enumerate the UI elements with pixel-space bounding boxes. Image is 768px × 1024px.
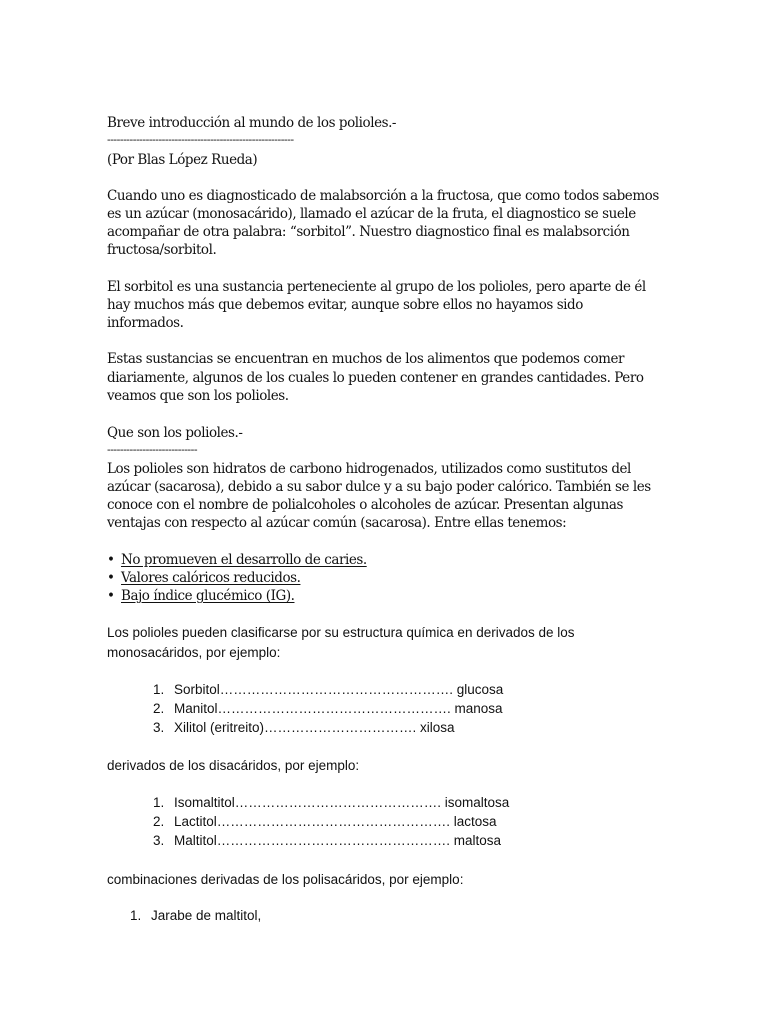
paragraph-line: Estas sustancias se encuentran en muchos de los alimentos que podemos comer <box>107 351 625 367</box>
paragraph-line: acompañar de otra palabra: “sorbitol”. Nuestro diagnostico final es malabsorción <box>107 224 630 240</box>
list-item <box>107 551 367 569</box>
paragraph-line: es un azúcar (monosacárido), llamado el azúcar de la fruta, el diagnostico se suele <box>107 206 636 222</box>
bullet-icon: • <box>107 552 115 568</box>
list-text: Xilitol (eritreito)……………………………. xilosa <box>174 720 455 735</box>
paragraph-line: ventajas con respecto al azúcar común (sacarosa). Entre ellas tenemos: <box>107 515 567 531</box>
paragraph-line: monosacáridos, por ejemplo: <box>107 645 281 660</box>
author-line: (Por Blas López Rueda) <box>107 152 258 168</box>
list-text: Isomaltitol………………………………………. isomaltosa <box>174 795 510 810</box>
paragraph-line: hay muchos más que debemos evitar, aunque sobre ellos no hayamos sido <box>107 297 583 313</box>
list-item <box>107 587 294 605</box>
polysaccharide-intro: combinaciones derivadas de los polisacáridos, por ejemplo: <box>107 872 464 887</box>
list-number: 3. <box>153 833 165 848</box>
title-rule: ---------------------------------------------------------- <box>107 133 294 146</box>
paragraph-line: fructosa/sorbitol. <box>107 242 217 258</box>
list-text: Manitol……………………………………………. manosa <box>174 701 503 716</box>
list-item <box>153 831 501 850</box>
section-rule: ---------------------------- <box>107 443 198 456</box>
list-text: Maltitol……………………………………………. maltosa <box>174 833 502 848</box>
paragraph-line: Los polioles son hidratos de carbono hidrogenados, utilizados como sustitutos del <box>107 461 631 477</box>
bullet-icon: • <box>107 588 115 604</box>
section-heading: Que son los polioles.- <box>107 425 243 441</box>
list-number: 3. <box>153 720 165 735</box>
list-item <box>153 699 503 718</box>
list-item <box>153 812 497 831</box>
paragraph-line: informados. <box>107 315 184 331</box>
list-number: 1. <box>153 795 165 810</box>
document-title: Breve introducción al mundo de los polioles.- <box>107 115 397 131</box>
list-item <box>153 718 455 737</box>
list-number: 2. <box>153 814 165 829</box>
paragraph-line: El sorbitol es una sustancia perteneciente al grupo de los polioles, pero aparte de él <box>107 279 646 295</box>
list-number: 2. <box>153 701 165 716</box>
paragraph-line: diariamente, algunos de los cuales lo pueden contener en grandes cantidades. Pero <box>107 370 644 386</box>
list-number: 1. <box>130 908 142 923</box>
bullet-text: Valores calóricos reducidos. <box>121 570 301 586</box>
list-text: Lactitol……………………………………………. lactosa <box>174 814 497 829</box>
list-item <box>130 906 261 925</box>
list-text: Sorbitol……………………………………………. glucosa <box>174 682 504 697</box>
list-number: 1. <box>153 682 165 697</box>
disaccharide-intro: derivados de los disacáridos, por ejemplo: <box>107 758 360 773</box>
paragraph-line: conoce con el nombre de polialcoholes o alcoholes de azúcar. Presentan algunas <box>107 497 623 513</box>
bullet-text: No promueven el desarrollo de caries. <box>121 552 367 568</box>
list-item <box>153 793 509 812</box>
list-text: Jarabe de maltitol, <box>151 908 262 923</box>
list-item <box>153 680 503 699</box>
paragraph-line: Cuando uno es diagnosticado de malabsorción a la fructosa, que como todos sabemos <box>107 188 659 204</box>
paragraph-line: Los polioles pueden clasificarse por su estructura química en derivados de los <box>107 625 575 640</box>
list-item <box>107 569 300 587</box>
paragraph-line: veamos que son los polioles. <box>107 388 289 404</box>
bullet-icon: • <box>107 570 115 586</box>
paragraph-line: azúcar (sacarosa), debido a su sabor dulce y a su bajo poder calórico. También se les <box>107 479 651 495</box>
bullet-text: Bajo índice glucémico (IG). <box>121 588 295 604</box>
